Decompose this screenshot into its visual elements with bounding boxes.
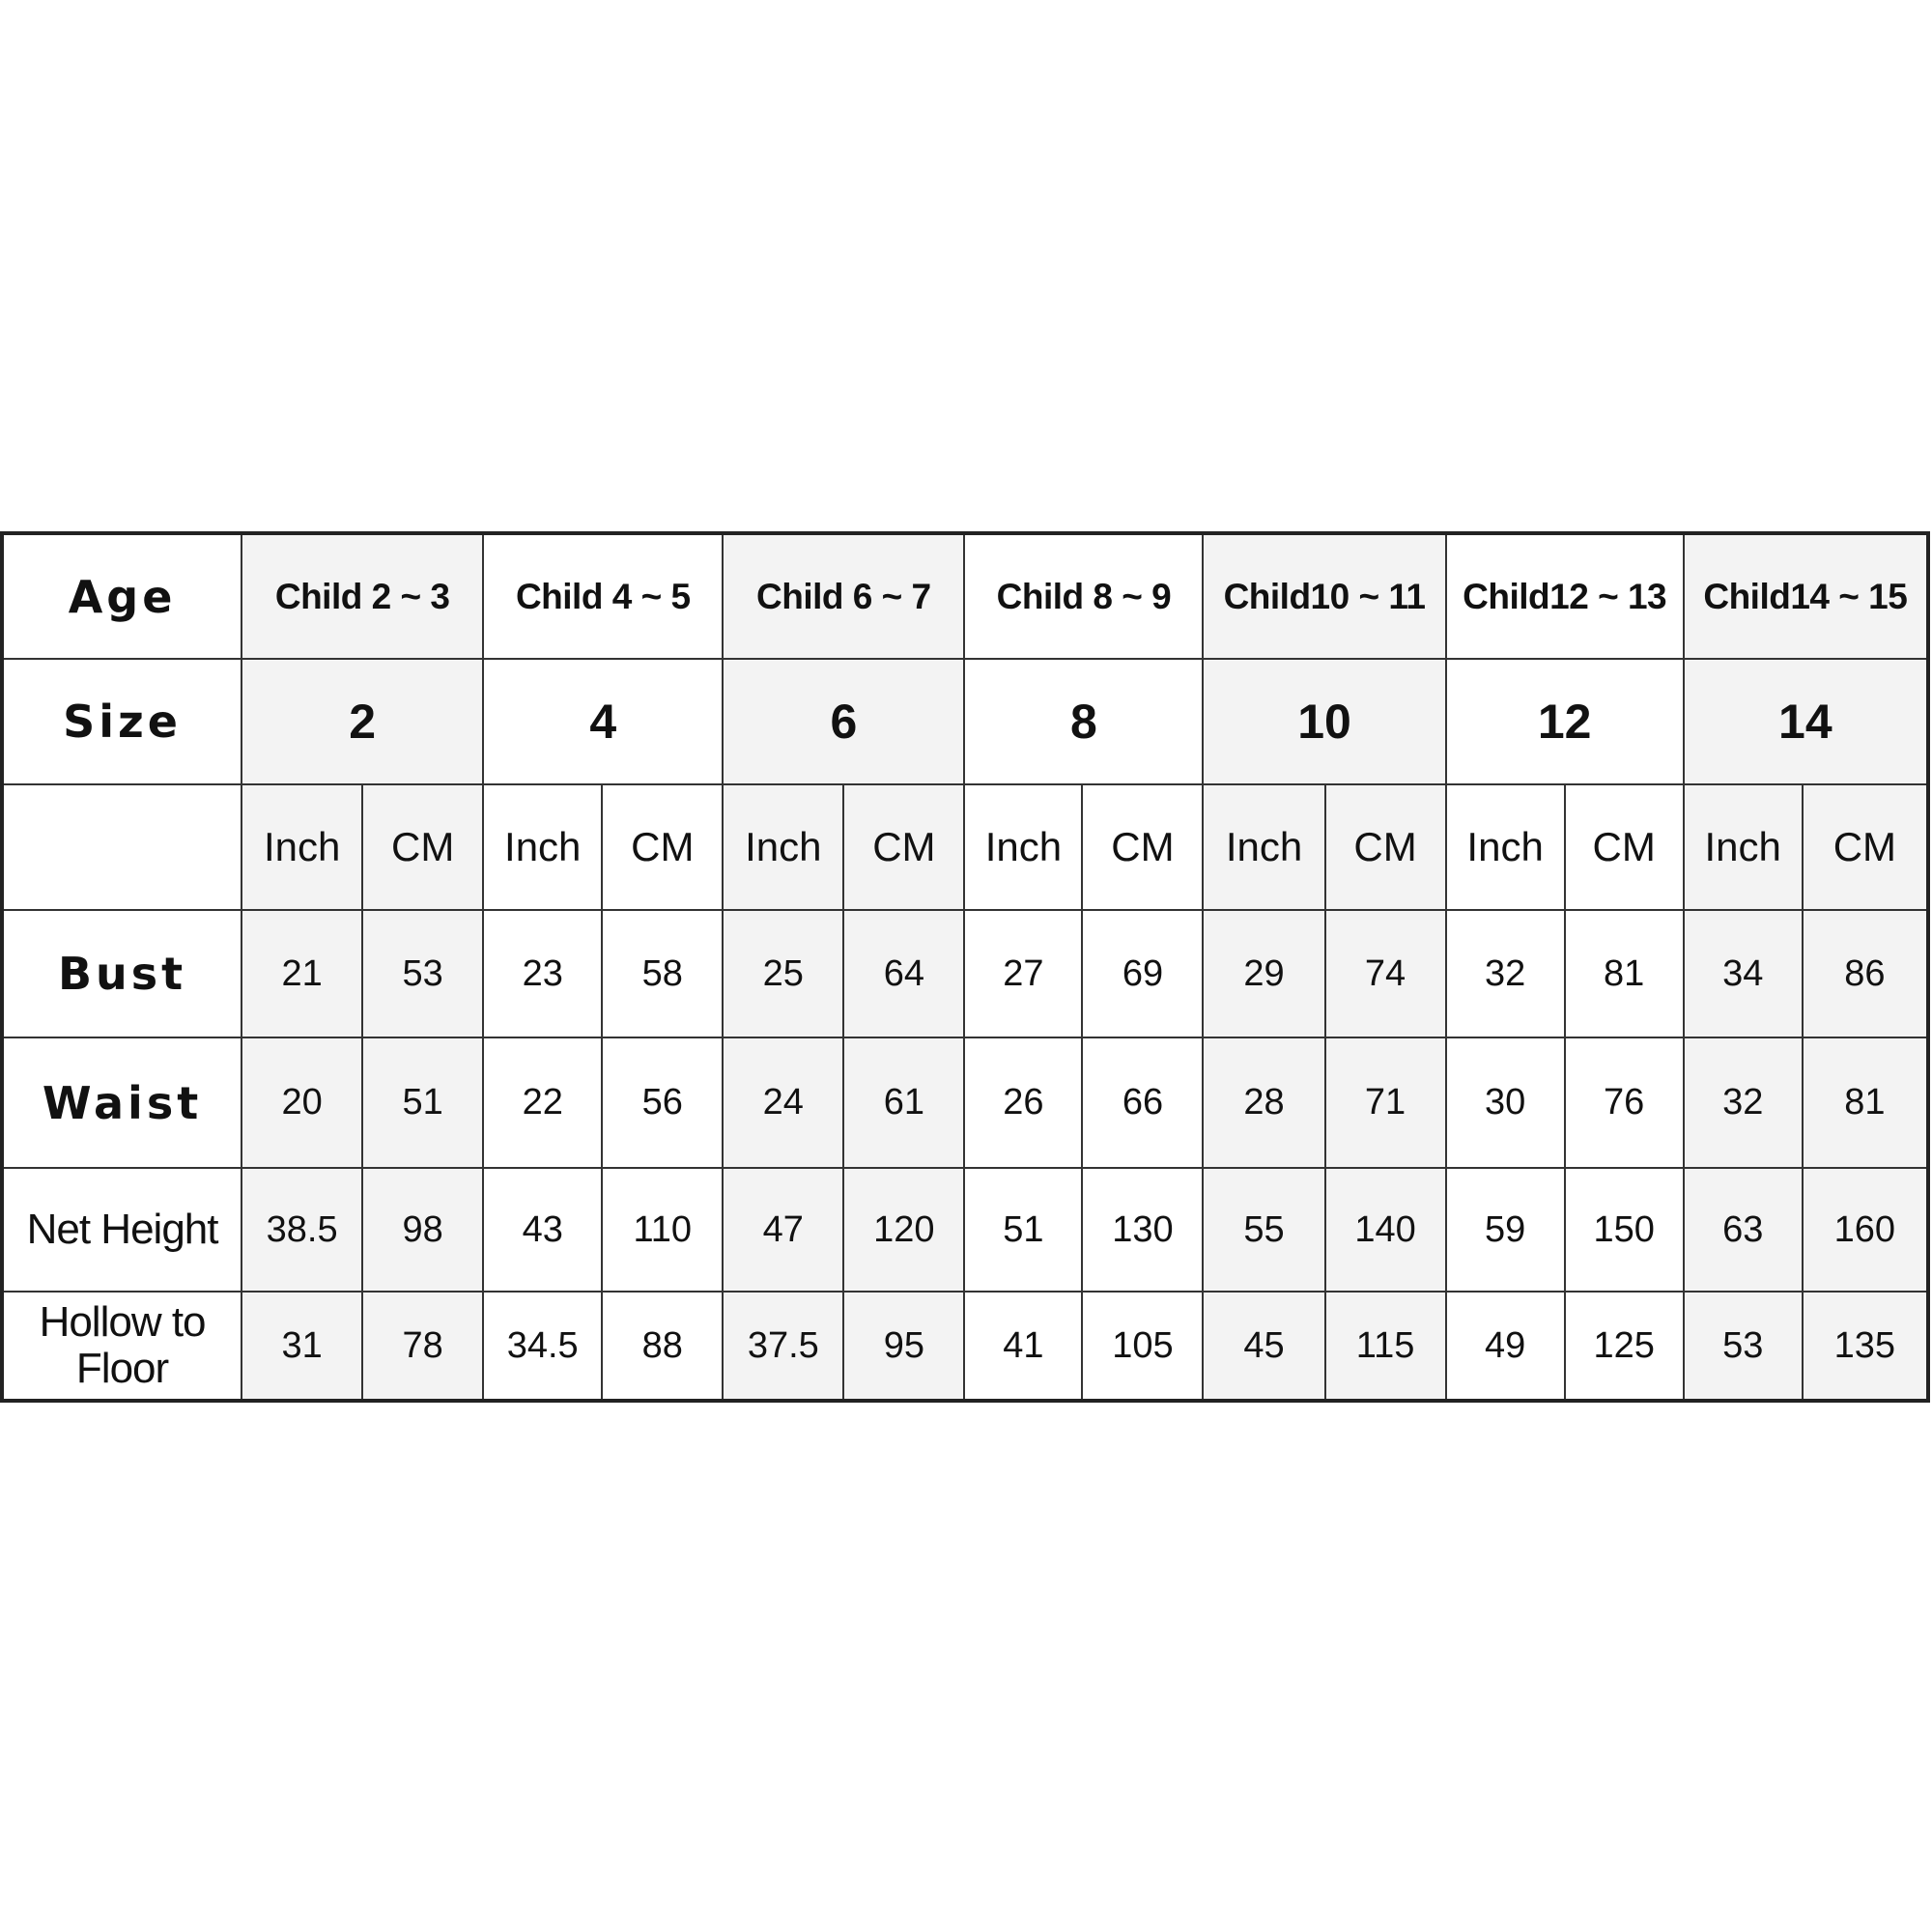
value-cell: 150: [1565, 1168, 1684, 1292]
age-cell: Child12 ~ 13: [1446, 533, 1684, 659]
size-cell: 6: [723, 659, 964, 784]
value-cell: 110: [602, 1168, 723, 1292]
unit-cm: CM: [1325, 784, 1446, 910]
hollow-to-floor-row: [2, 1292, 1928, 1401]
value-cell: 27: [964, 910, 1082, 1037]
size-row: [2, 659, 1928, 784]
age-header: Age: [2, 533, 242, 659]
value-cell: 86: [1803, 910, 1928, 1037]
age-cell: Child14 ~ 15: [1684, 533, 1928, 659]
value-cell: 135: [1803, 1292, 1928, 1401]
value-cell: 28: [1203, 1037, 1324, 1168]
value-cell: 30: [1446, 1037, 1565, 1168]
value-cell: 120: [843, 1168, 964, 1292]
net-height-row: [2, 1168, 1928, 1292]
value-cell: 51: [362, 1037, 483, 1168]
unit-row: [2, 784, 1928, 910]
value-cell: 61: [843, 1037, 964, 1168]
unit-cm: CM: [843, 784, 964, 910]
size-cell: 2: [242, 659, 483, 784]
unit-inch: Inch: [964, 784, 1082, 910]
size-cell: 14: [1684, 659, 1928, 784]
size-cell: 8: [964, 659, 1203, 784]
unit-inch: Inch: [1684, 784, 1803, 910]
value-cell: 20: [242, 1037, 362, 1168]
value-cell: 55: [1203, 1168, 1324, 1292]
value-cell: 49: [1446, 1292, 1565, 1401]
value-cell: 71: [1325, 1037, 1446, 1168]
value-cell: 38.5: [242, 1168, 362, 1292]
size-cell: 4: [483, 659, 723, 784]
value-cell: 41: [964, 1292, 1082, 1401]
age-cell: Child 6 ~ 7: [723, 533, 964, 659]
value-cell: 58: [602, 910, 723, 1037]
value-cell: 115: [1325, 1292, 1446, 1401]
row-label-net-height: Net Height: [2, 1168, 242, 1292]
bust-row: [2, 910, 1928, 1037]
value-cell: 125: [1565, 1292, 1684, 1401]
unit-cm: CM: [1565, 784, 1684, 910]
value-cell: 140: [1325, 1168, 1446, 1292]
row-label-waist: Waist: [2, 1037, 242, 1168]
unit-cm: CM: [602, 784, 723, 910]
value-cell: 160: [1803, 1168, 1928, 1292]
value-cell: 45: [1203, 1292, 1324, 1401]
value-cell: 26: [964, 1037, 1082, 1168]
value-cell: 29: [1203, 910, 1324, 1037]
value-cell: 88: [602, 1292, 723, 1401]
value-cell: 25: [723, 910, 843, 1037]
unit-cm: CM: [362, 784, 483, 910]
value-cell: 32: [1446, 910, 1565, 1037]
value-cell: 130: [1082, 1168, 1203, 1292]
value-cell: 22: [483, 1037, 602, 1168]
value-cell: 74: [1325, 910, 1446, 1037]
row-label-bust: Bust: [2, 910, 242, 1037]
value-cell: 81: [1803, 1037, 1928, 1168]
age-row: [2, 533, 1928, 659]
value-cell: 53: [1684, 1292, 1803, 1401]
value-cell: 105: [1082, 1292, 1203, 1401]
age-cell: Child 8 ~ 9: [964, 533, 1203, 659]
value-cell: 98: [362, 1168, 483, 1292]
row-label-hollow-to-floor: Hollow to Floor: [2, 1292, 242, 1401]
unit-cm: CM: [1803, 784, 1928, 910]
value-cell: 24: [723, 1037, 843, 1168]
unit-inch: Inch: [723, 784, 843, 910]
value-cell: 31: [242, 1292, 362, 1401]
age-cell: Child 2 ~ 3: [242, 533, 483, 659]
value-cell: 64: [843, 910, 964, 1037]
unit-inch: Inch: [1203, 784, 1324, 910]
value-cell: 56: [602, 1037, 723, 1168]
value-cell: 66: [1082, 1037, 1203, 1168]
value-cell: 32: [1684, 1037, 1803, 1168]
unit-cm: CM: [1082, 784, 1203, 910]
value-cell: 69: [1082, 910, 1203, 1037]
value-cell: 34: [1684, 910, 1803, 1037]
value-cell: 76: [1565, 1037, 1684, 1168]
value-cell: 21: [242, 910, 362, 1037]
size-header: Size: [2, 659, 242, 784]
size-cell: 10: [1203, 659, 1445, 784]
value-cell: 59: [1446, 1168, 1565, 1292]
value-cell: 37.5: [723, 1292, 843, 1401]
age-cell: Child 4 ~ 5: [483, 533, 723, 659]
value-cell: 53: [362, 910, 483, 1037]
value-cell: 23: [483, 910, 602, 1037]
value-cell: 51: [964, 1168, 1082, 1292]
size-cell: 12: [1446, 659, 1684, 784]
unit-inch: Inch: [242, 784, 362, 910]
age-cell: Child10 ~ 11: [1203, 533, 1445, 659]
value-cell: 63: [1684, 1168, 1803, 1292]
value-cell: 81: [1565, 910, 1684, 1037]
waist-row: [2, 1037, 1928, 1168]
value-cell: 78: [362, 1292, 483, 1401]
value-cell: 34.5: [483, 1292, 602, 1401]
unit-inch: Inch: [1446, 784, 1565, 910]
value-cell: 47: [723, 1168, 843, 1292]
value-cell: 95: [843, 1292, 964, 1401]
size-chart-table: [0, 531, 1930, 1403]
value-cell: 43: [483, 1168, 602, 1292]
unit-header-blank: [2, 784, 242, 910]
unit-inch: Inch: [483, 784, 602, 910]
